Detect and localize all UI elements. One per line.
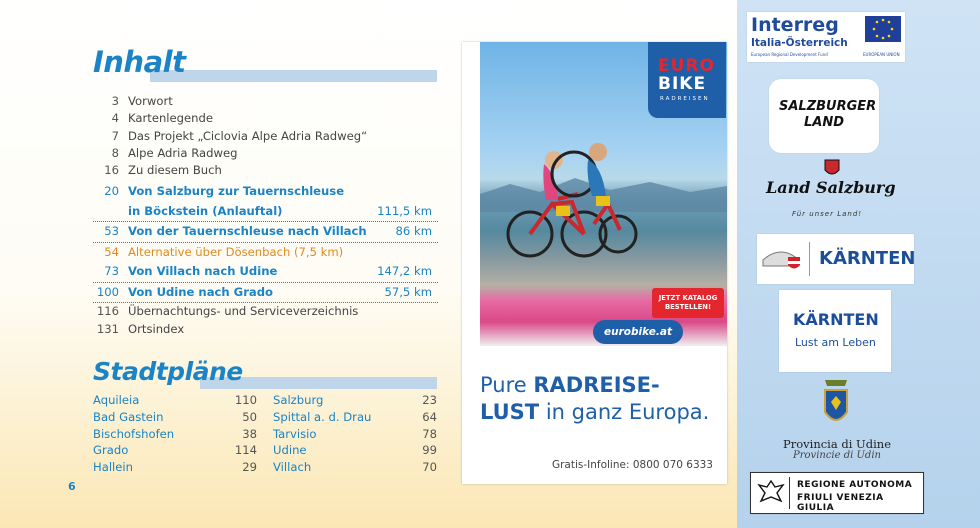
city-plan-row[interactable] — [93, 392, 257, 409]
logo-euro: EURO — [658, 56, 715, 76]
logo-bike: BIKE — [658, 74, 707, 94]
fvg-text-2: FRIULI VENEZIA GIULIA — [797, 493, 884, 513]
kaernten-lust-am-leben-logo — [779, 290, 891, 372]
city-name: Villach — [273, 460, 312, 475]
city-plan-row[interactable] — [93, 459, 257, 476]
toc-entry[interactable] — [93, 145, 438, 162]
eurobike-advertisement[interactable] — [462, 42, 727, 484]
sponsors-sidebar — [737, 0, 980, 528]
toc-route-entry[interactable] — [93, 182, 438, 202]
toc-route-entry[interactable] — [93, 262, 438, 283]
city-page: 114 — [234, 443, 257, 458]
fvg-text-1: REGIONE AUTONOMA — [797, 480, 913, 490]
tagline-bold: LUST — [480, 400, 540, 424]
toc-page: 3 — [111, 94, 119, 108]
city-plan-row[interactable] — [273, 392, 437, 409]
toc-page: 20 — [104, 184, 119, 199]
city-name: Tarvisio — [273, 426, 317, 441]
cyclists-graphic — [498, 104, 638, 264]
toc-entry[interactable] — [93, 162, 438, 179]
salzburger-land-logo — [769, 79, 879, 153]
toc-title: Alpe Adria Radweg — [128, 145, 238, 160]
eurobike-url[interactable]: eurobike.at — [593, 320, 683, 344]
eu-label: EUROPEAN UNION — [863, 52, 900, 57]
city-name: Bischofshofen — [93, 426, 175, 441]
eu-flag-icon — [865, 16, 901, 42]
toc-page: 73 — [104, 264, 119, 279]
toc-page: 53 — [104, 224, 119, 239]
toc-page: 16 — [104, 163, 119, 178]
interreg-fund: European Regional Development Fund — [751, 52, 828, 57]
toc-alternative-entry[interactable] — [93, 243, 438, 263]
toc-distance: 111,5 km — [377, 203, 432, 218]
ad-hotline: Gratis-Infoline: 0800 070 6333 — [551, 459, 713, 471]
city-plans-right — [273, 392, 437, 476]
interreg-logo — [747, 12, 905, 62]
regione-fvg-logo — [750, 472, 924, 514]
kaernten-motto: Lust am Leben — [795, 336, 876, 349]
toc-distance: 86 km — [395, 224, 432, 239]
city-plans-left — [93, 392, 257, 476]
ad-tagline — [480, 372, 720, 426]
city-page: 78 — [422, 426, 437, 441]
toc-entry[interactable] — [93, 93, 438, 110]
toc-page: 131 — [96, 321, 119, 336]
toc-page: 54 — [104, 244, 119, 259]
badge-line-2: BESTELLEN! — [664, 303, 712, 311]
city-page: 38 — [242, 426, 257, 441]
kaernten-text: KÄRNTEN — [793, 310, 879, 329]
order-catalog-badge[interactable] — [652, 288, 724, 318]
udine-text-2: Provincie di Udin — [793, 450, 881, 461]
city-name: Grado — [93, 443, 129, 458]
kaernten-villach-logo — [757, 234, 914, 284]
page-number: 6 — [68, 480, 76, 493]
tagline-bold: RADREISE- — [533, 373, 660, 397]
city-name: Aquileia — [93, 393, 140, 407]
salzburg-crest-icon — [824, 158, 840, 178]
toc-page: 7 — [111, 128, 119, 143]
city-name: Bad Gastein — [93, 409, 164, 424]
toc-entry[interactable] — [93, 110, 438, 127]
toc-entry[interactable] — [93, 303, 438, 320]
toc-title: Vorwort — [128, 94, 173, 108]
toc-page: 100 — [96, 284, 119, 299]
city-plan-row[interactable] — [273, 426, 437, 443]
land-salzburg-logo — [762, 158, 912, 220]
land-salzburg-text: Land Salzburg — [766, 178, 896, 197]
tagline-part: Pure — [480, 373, 534, 397]
udine-crest-icon — [821, 376, 851, 432]
city-plans-heading: Stadtpläne — [93, 357, 243, 386]
city-name: Spittal a. d. Drau — [273, 409, 372, 424]
toc-page: 4 — [111, 111, 119, 126]
city-page: 70 — [422, 460, 437, 475]
toc-title: Von Udine nach Grado — [128, 284, 273, 299]
toc-title: in Böckstein (Anlauftal) — [128, 203, 283, 218]
toc-route-entry[interactable] — [93, 222, 438, 243]
city-name: Salzburg — [273, 393, 324, 407]
kaernten-text: KÄRNTEN — [819, 248, 916, 269]
toc-heading-bar — [150, 70, 437, 82]
toc-distance: 57,5 km — [384, 284, 432, 299]
city-page: 50 — [242, 409, 257, 424]
interreg-title: Interreg — [751, 14, 839, 36]
city-plan-row[interactable] — [93, 442, 257, 459]
city-name: Hallein — [93, 460, 133, 475]
toc-title: Zu diesem Buch — [128, 163, 222, 178]
cyclists-photo — [480, 42, 727, 346]
udine-text-1: Provincia di Udine — [782, 437, 891, 451]
toc-distance: 147,2 km — [377, 264, 432, 279]
toc-page: 8 — [111, 145, 119, 160]
toc-entry[interactable] — [93, 128, 438, 145]
toc-title: Von der Tauernschleuse nach Villach — [128, 224, 367, 239]
city-page: 110 — [234, 393, 257, 407]
logo-divider — [789, 477, 790, 509]
toc-title: Von Villach nach Udine — [128, 264, 278, 279]
city-plan-row[interactable] — [273, 409, 437, 426]
city-page: 29 — [242, 460, 257, 475]
tagline-part: in ganz Europa. — [539, 400, 710, 424]
city-page: 23 — [422, 393, 437, 407]
city-name: Udine — [273, 443, 307, 458]
toc-route-entry[interactable] — [93, 283, 438, 304]
toc-title: Ortsindex — [128, 321, 185, 336]
table-of-contents — [93, 93, 438, 338]
toc-route-entry-cont[interactable] — [93, 202, 438, 223]
toc-title: Das Projekt „Ciclovia Alpe Adria Radweg“ — [128, 128, 368, 143]
badge-line-1: JETZT KATALOG — [658, 294, 718, 302]
city-plan-row[interactable] — [273, 442, 437, 459]
eurobike-logo — [648, 42, 726, 118]
logo-radreisen: RADREISEN — [660, 96, 710, 102]
toc-page: 116 — [96, 304, 119, 319]
toc-entry[interactable] — [93, 321, 438, 338]
toc-heading: Inhalt — [93, 45, 186, 79]
toc-title: Übernachtungs- und Serviceverzeichnis — [128, 304, 359, 319]
toc-title: Alternative über Dösenbach (7,5 km) — [128, 244, 344, 259]
land-salzburg-motto: Für unser Land! — [792, 210, 863, 218]
toc-title: Kartenlegende — [128, 111, 213, 126]
city-page: 64 — [422, 409, 437, 424]
city-plan-row[interactable] — [93, 426, 257, 443]
city-plan-row[interactable] — [93, 409, 257, 426]
city-plan-row[interactable] — [273, 459, 437, 476]
salzburger-land-text: SALZBURGER LAND — [779, 99, 877, 130]
toc-title: Von Salzburg zur Tauernschleuse — [128, 184, 345, 199]
interreg-subtitle: Italia-Österreich — [751, 37, 848, 49]
villach-crest-icon — [787, 256, 801, 272]
city-page: 99 — [422, 443, 437, 458]
logo-divider — [809, 242, 810, 276]
eagle-icon — [757, 477, 785, 509]
